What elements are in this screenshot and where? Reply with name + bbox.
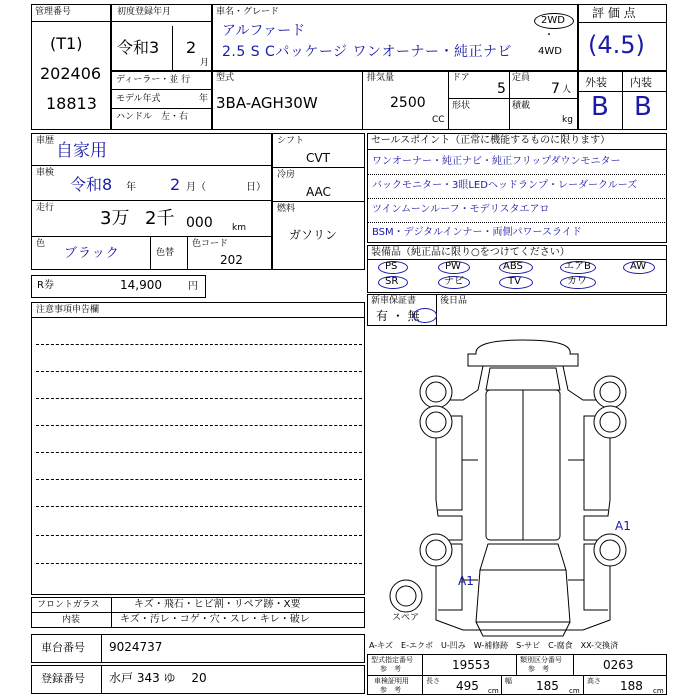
notes-title: 注意事項申告欄 [36, 305, 100, 315]
front-glass-label: フロントガラス [37, 600, 100, 610]
nenryo-value: ガソリン [289, 228, 338, 242]
chadai-label: 車台番号 [41, 641, 85, 654]
equip-tv: TV [508, 276, 521, 287]
spare-label: スペア [392, 613, 420, 623]
kanri-t: (T1) [50, 34, 83, 53]
shodo-month: 2 [186, 38, 197, 57]
nagasa-unit: cm [488, 687, 499, 695]
ruibetsu-label: 類別区分番号 [520, 656, 562, 664]
soko-sen: 2千 [145, 208, 175, 229]
toroku-value: 水戸 343 ゆ 20 [109, 671, 207, 685]
damage-mark-right: A1 [615, 519, 631, 533]
katashiki-label: 型式 [216, 73, 235, 83]
cc-unit: CC [432, 115, 445, 125]
ruibetsu-sanko: 参 考 [528, 665, 549, 673]
katashiki-shitei-sanko: 参 考 [380, 665, 401, 673]
teiin-label: 定員 [512, 73, 531, 83]
toroku-label: 登録番号 [41, 672, 85, 685]
shaken-tsuki: 月（ [186, 182, 206, 193]
glass-naiso-label: 内装 [62, 615, 81, 625]
color-label: 色 [36, 239, 46, 249]
chadai-value: 9024737 [109, 640, 163, 654]
reibo-label: 冷房 [277, 170, 296, 180]
warranty-nashi-circle [413, 308, 437, 323]
equip-abs: ABS [503, 261, 523, 272]
soko-label: 走行 [36, 203, 55, 213]
recycle-box [31, 275, 206, 298]
haiki-value: 2500 [390, 95, 426, 111]
haba-value: 185 [536, 679, 559, 693]
teiin-unit: 人 [562, 85, 572, 95]
car-diagram [378, 330, 668, 640]
katashiki-value: 3BA-AGH30W [216, 94, 318, 112]
color-code-value: 202 [220, 253, 243, 267]
shaken-hi: 日） [246, 182, 266, 193]
nenryo-label: 燃料 [277, 204, 296, 214]
reibo-value: AAC [306, 185, 331, 199]
takasa-unit: cm [653, 687, 664, 695]
km-unit: km [232, 223, 246, 233]
equip-sr: SR [385, 276, 399, 287]
sekisai-label: 積載 [512, 101, 531, 111]
glass-naiso-text: キズ・汚レ・コゲ・穴・スレ・キレ・破レ [120, 614, 310, 625]
haba-unit: cm [569, 687, 580, 695]
gaiso-label: 外装 [585, 76, 607, 89]
door-value: 5 [497, 81, 506, 97]
recycle-unit: 円 [188, 281, 198, 292]
sales-point-4: BSM・デジタルインナー・両側パワースライド [372, 227, 582, 238]
hyoka-label: 評 価 点 [592, 6, 636, 20]
year-unit: 年 [199, 94, 209, 104]
sales-points-title: セールスポイント（正常に機能するものに限ります） [371, 135, 611, 146]
naiso-label: 内装 [630, 76, 652, 89]
car-grade: 2.5 S Cパッケージ ワンオーナー・純正ナビ [222, 44, 512, 60]
car-name: アルファード [222, 23, 306, 39]
shaken-month: 2 [170, 175, 181, 194]
keijo-label: 形状 [452, 101, 471, 111]
shaken-era: 令和8 [70, 175, 113, 194]
equip-navi: ナビ [444, 276, 464, 287]
color-value: ブラック [64, 246, 120, 261]
front-glass-text: キズ・飛石・ヒビ割・リペア跡・X要 [134, 599, 301, 610]
drive-2wd: 2WD [541, 15, 565, 26]
damage-mark-left: A1 [458, 574, 474, 588]
equip-airbag: エアB [564, 261, 591, 272]
kg-unit: kg [562, 115, 573, 125]
dealer-label: ディーラー・並 行 [116, 75, 191, 85]
drive-dot: ・ [544, 30, 554, 41]
takasa-value: 188 [620, 679, 643, 693]
sales-point-2: バックモニター・3眼LEDヘッドランプ・レーダークルーズ [372, 180, 638, 191]
recycle-label: R券 [37, 280, 54, 291]
kanri-label: 管理番号 [35, 7, 72, 17]
equip-pw: PW [445, 261, 461, 272]
kanri-number-1: 202406 [40, 64, 102, 83]
haba-label: 幅 [505, 677, 512, 685]
shareki-value: 自家用 [56, 141, 107, 161]
equip-ps: PS [385, 261, 398, 272]
soko-rest: 000 [186, 215, 213, 231]
katashiki-shitei-label: 型式指定番号 [371, 656, 413, 664]
notes-box [31, 302, 365, 595]
month-unit: 月 [200, 58, 210, 68]
nagasa-label: 長さ [426, 677, 440, 685]
handle-label: ハンドル 左・右 [116, 112, 189, 122]
shodo-label: 初度登録年月 [117, 7, 172, 17]
equip-leather: カワ [567, 276, 587, 287]
equipment-title: 装備品（純正品に限り○をつけてください） [371, 247, 570, 258]
katashiki-shitei-value: 19553 [452, 658, 491, 672]
irokae-label: 色替 [156, 248, 175, 258]
teiin-value: 7 [551, 81, 560, 97]
shaken-nen: 年 [126, 182, 136, 193]
equip-aw: AW [630, 261, 647, 272]
hyoka-value: (4.5) [588, 31, 645, 59]
gohi-label: 後日品 [440, 296, 468, 306]
drive-4wd: 4WD [538, 46, 562, 57]
shaken-label: 車検 [36, 168, 55, 178]
gaiso-value: B [591, 92, 609, 122]
ruibetsu-value: 0263 [603, 658, 634, 672]
warranty-value: 有 ・ 無 [376, 309, 420, 323]
sales-point-1: ワンオーナー・純正ナビ・純正フリップダウンモニター [372, 156, 621, 167]
sales-point-3: ツインムーンルーフ・モデリスタエアロ [372, 204, 550, 215]
door-label: ドア [452, 73, 470, 83]
soko-man: 3万 [100, 208, 130, 229]
nagasa-value: 495 [456, 679, 479, 693]
shomei-label: 車検証明用 [374, 677, 409, 685]
shodo-era: 令和3 [117, 38, 160, 57]
shomei-sanko: 参 考 [380, 686, 401, 694]
color-code-label: 色コード [192, 239, 229, 249]
shift-label: シフト [277, 136, 305, 146]
damage-legend: A-キズ E-エクボ U-凹み W-補修跡 S-サビ C-腐食 XX-交換済 [369, 641, 619, 650]
recycle-value: 14,900 [120, 278, 162, 292]
takasa-label: 高さ [587, 677, 601, 685]
shift-value: CVT [306, 151, 330, 165]
warranty-label: 新車保証書 [371, 296, 417, 306]
shareki-label: 車歴 [36, 136, 55, 146]
naiso-value: B [634, 92, 652, 122]
haiki-label: 排気量 [367, 73, 395, 83]
shamei-label: 車名・グレード [216, 7, 280, 17]
kanri-number-2: 18813 [46, 94, 97, 113]
model-year-label: モデル年式 [116, 94, 161, 104]
